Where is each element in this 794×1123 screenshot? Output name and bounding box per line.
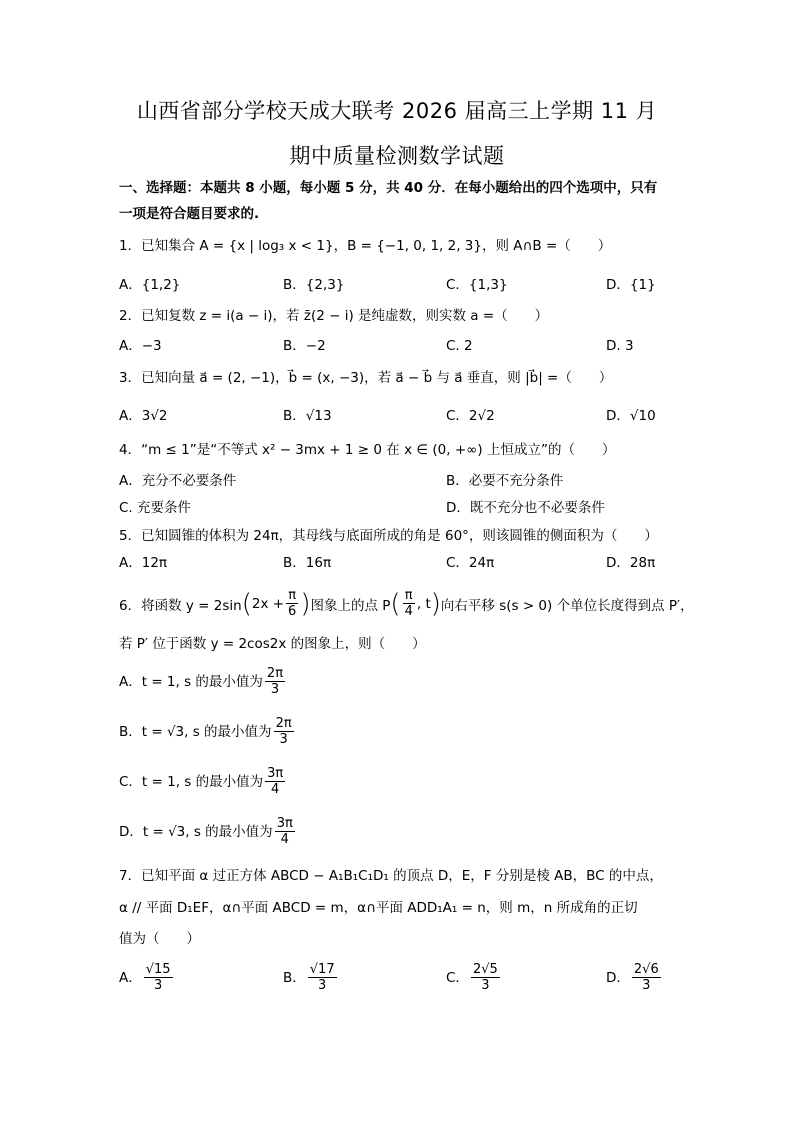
q7-option-a[interactable] <box>119 962 175 993</box>
frac-num: √15 <box>145 962 171 977</box>
option-fraction <box>308 962 337 993</box>
option-label: B．t = √3, s 的最小值为 <box>119 723 272 740</box>
q7-option-d[interactable] <box>606 962 663 993</box>
option-fraction <box>471 962 500 993</box>
question-7-line1: 7．已知平面 α 过正方体 ABCD − A₁B₁C₁D₁ 的顶点 D，E，F 分别是棱 AB，BC 的中点， <box>119 868 663 884</box>
q1-option-c[interactable]: C．{1,3} <box>446 277 508 293</box>
option-label: B． <box>283 969 306 986</box>
fraction-pi-over-4 <box>403 588 415 619</box>
q6-option-b[interactable] <box>119 716 296 747</box>
q3-option-d[interactable]: D．√10 <box>606 408 656 424</box>
option-label: D．t = √3, s 的最小值为 <box>119 823 273 840</box>
option-label: A． <box>119 969 142 986</box>
option-fraction <box>144 962 173 993</box>
close-paren: ) <box>430 588 441 619</box>
frac-den: 3 <box>642 978 651 993</box>
q6-suffix: 向右平移 s(s > 0) 个单位长度得到点 P′， <box>440 597 694 614</box>
q7-option-b[interactable] <box>283 962 339 993</box>
q4-option-d[interactable]: D．既不充分也不必要条件 <box>446 500 605 516</box>
open-paren: ( <box>241 588 252 619</box>
q1-option-d[interactable]: D．{1} <box>606 277 656 293</box>
frac-den: 3 <box>270 682 280 697</box>
frac-den: 3 <box>481 978 490 993</box>
option-fraction <box>265 666 285 697</box>
frac-num: 2π <box>266 666 284 681</box>
q5-option-d[interactable]: D．28π <box>606 555 656 571</box>
q3-option-a[interactable]: A．3√2 <box>119 408 168 424</box>
frac-den: 3 <box>279 732 288 747</box>
q4-option-a[interactable]: A．充分不必要条件 <box>119 473 237 489</box>
frac-den: 3 <box>318 978 327 993</box>
frac-den: 3 <box>154 978 163 993</box>
q5-option-b[interactable]: B．16π <box>283 555 332 571</box>
q6-inner-expr: 2x + <box>251 595 285 612</box>
option-fraction <box>265 766 285 797</box>
q2-option-d[interactable]: D. 3 <box>606 338 634 354</box>
frac-den: 4 <box>280 832 289 847</box>
option-fraction <box>274 716 294 747</box>
q4-option-c[interactable]: C. 充要条件 <box>119 500 192 516</box>
q6-mid: 图象上的点 P <box>310 597 391 614</box>
q5-option-a[interactable]: A．12π <box>119 555 168 571</box>
q7-option-c[interactable] <box>446 962 502 993</box>
frac-den: 4 <box>271 782 280 797</box>
q6-option-a[interactable] <box>119 666 287 697</box>
frac-num: √17 <box>309 962 335 977</box>
frac-num: π <box>288 588 297 603</box>
exam-title-line2: 期中质量检测数学试题 <box>289 144 505 168</box>
question-7-line3: 值为（ ） <box>119 931 200 947</box>
open-paren: ( <box>390 588 401 619</box>
q2-option-b[interactable]: B．−2 <box>283 338 326 354</box>
frac-num: π <box>404 588 413 603</box>
q2-option-a[interactable]: A．−3 <box>119 338 162 354</box>
close-paren: ) <box>300 588 311 619</box>
exam-title-line1: 山西省部分学校天成大联考 2026 届高三上学期 11 月 <box>136 99 658 123</box>
q1-option-a[interactable]: A．{1,2} <box>119 277 181 293</box>
q3-option-b[interactable]: B．√13 <box>283 408 332 424</box>
option-label: C．t = 1, s 的最小值为 <box>119 773 264 790</box>
q5-option-c[interactable]: C．24π <box>446 555 495 571</box>
question-4: 4．“m ≤ 1”是“不等式 x² − 3mx + 1 ≥ 0 在 x ∈ (0, +∞) 上恒成立”的（ ） <box>119 442 616 458</box>
section-heading: 一、选择题：本题共 8 小题，每小题 5 分，共 40 分．在每小题给出的四个选项中，只有 <box>119 180 658 196</box>
frac-den: 4 <box>404 604 413 619</box>
question-1: 1．已知集合 A = {x | log₃ x < 1}，B = {−1, 0, 1, 2, 3}，则 A∩B =（ ） <box>119 238 612 254</box>
question-3: 3．已知向量 a⃗ = (2, −1)，b⃗ = (x, −3)，若 a⃗ − b⃗ 与 a⃗ 垂直，则 |b⃗| =（ ） <box>119 370 613 386</box>
option-label: A．t = 1, s 的最小值为 <box>119 673 263 690</box>
question-7-line2: α // 平面 D₁EF，α∩平面 ABCD = m，α∩平面 ADD₁A₁ = n，则 m，n 所成角的正切 <box>119 900 638 916</box>
q4-option-b[interactable]: B．必要不充分条件 <box>446 473 564 489</box>
question-2: 2．已知复数 z = i(a − i)，若 z̄(2 − i) 是纯虚数，则实数 a =（ ） <box>119 308 549 324</box>
q6-prefix: 6．将函数 y = 2sin <box>119 597 242 614</box>
frac-num: 3π <box>267 766 284 781</box>
frac-num: 3π <box>276 816 293 831</box>
frac-num: 2π <box>275 716 292 731</box>
frac-num: 2√5 <box>472 962 498 977</box>
frac-num: 2√6 <box>633 962 659 977</box>
question-6 <box>119 588 694 619</box>
option-fraction <box>632 962 661 993</box>
option-label: C． <box>446 969 469 986</box>
question-6-line2: 若 P′ 位于函数 y = 2cos2x 的图象上，则（ ） <box>119 636 426 652</box>
q6-point-t: , t <box>416 595 431 612</box>
section-heading-cont: 一项是符合题目要求的. <box>119 206 260 222</box>
option-label: D． <box>606 969 630 986</box>
fraction-pi-over-6 <box>286 588 298 619</box>
q6-option-d[interactable] <box>119 816 297 847</box>
frac-den: 6 <box>288 604 297 619</box>
q2-option-c[interactable]: C. 2 <box>446 338 473 354</box>
q1-option-b[interactable]: B．{2,3} <box>283 277 345 293</box>
option-fraction <box>275 816 295 847</box>
question-5: 5．已知圆锥的体积为 24π，其母线与底面所成的角是 60°，则该圆锥的侧面积为（ ） <box>119 528 658 544</box>
q6-option-c[interactable] <box>119 766 287 797</box>
q3-option-c[interactable]: C．2√2 <box>446 408 495 424</box>
